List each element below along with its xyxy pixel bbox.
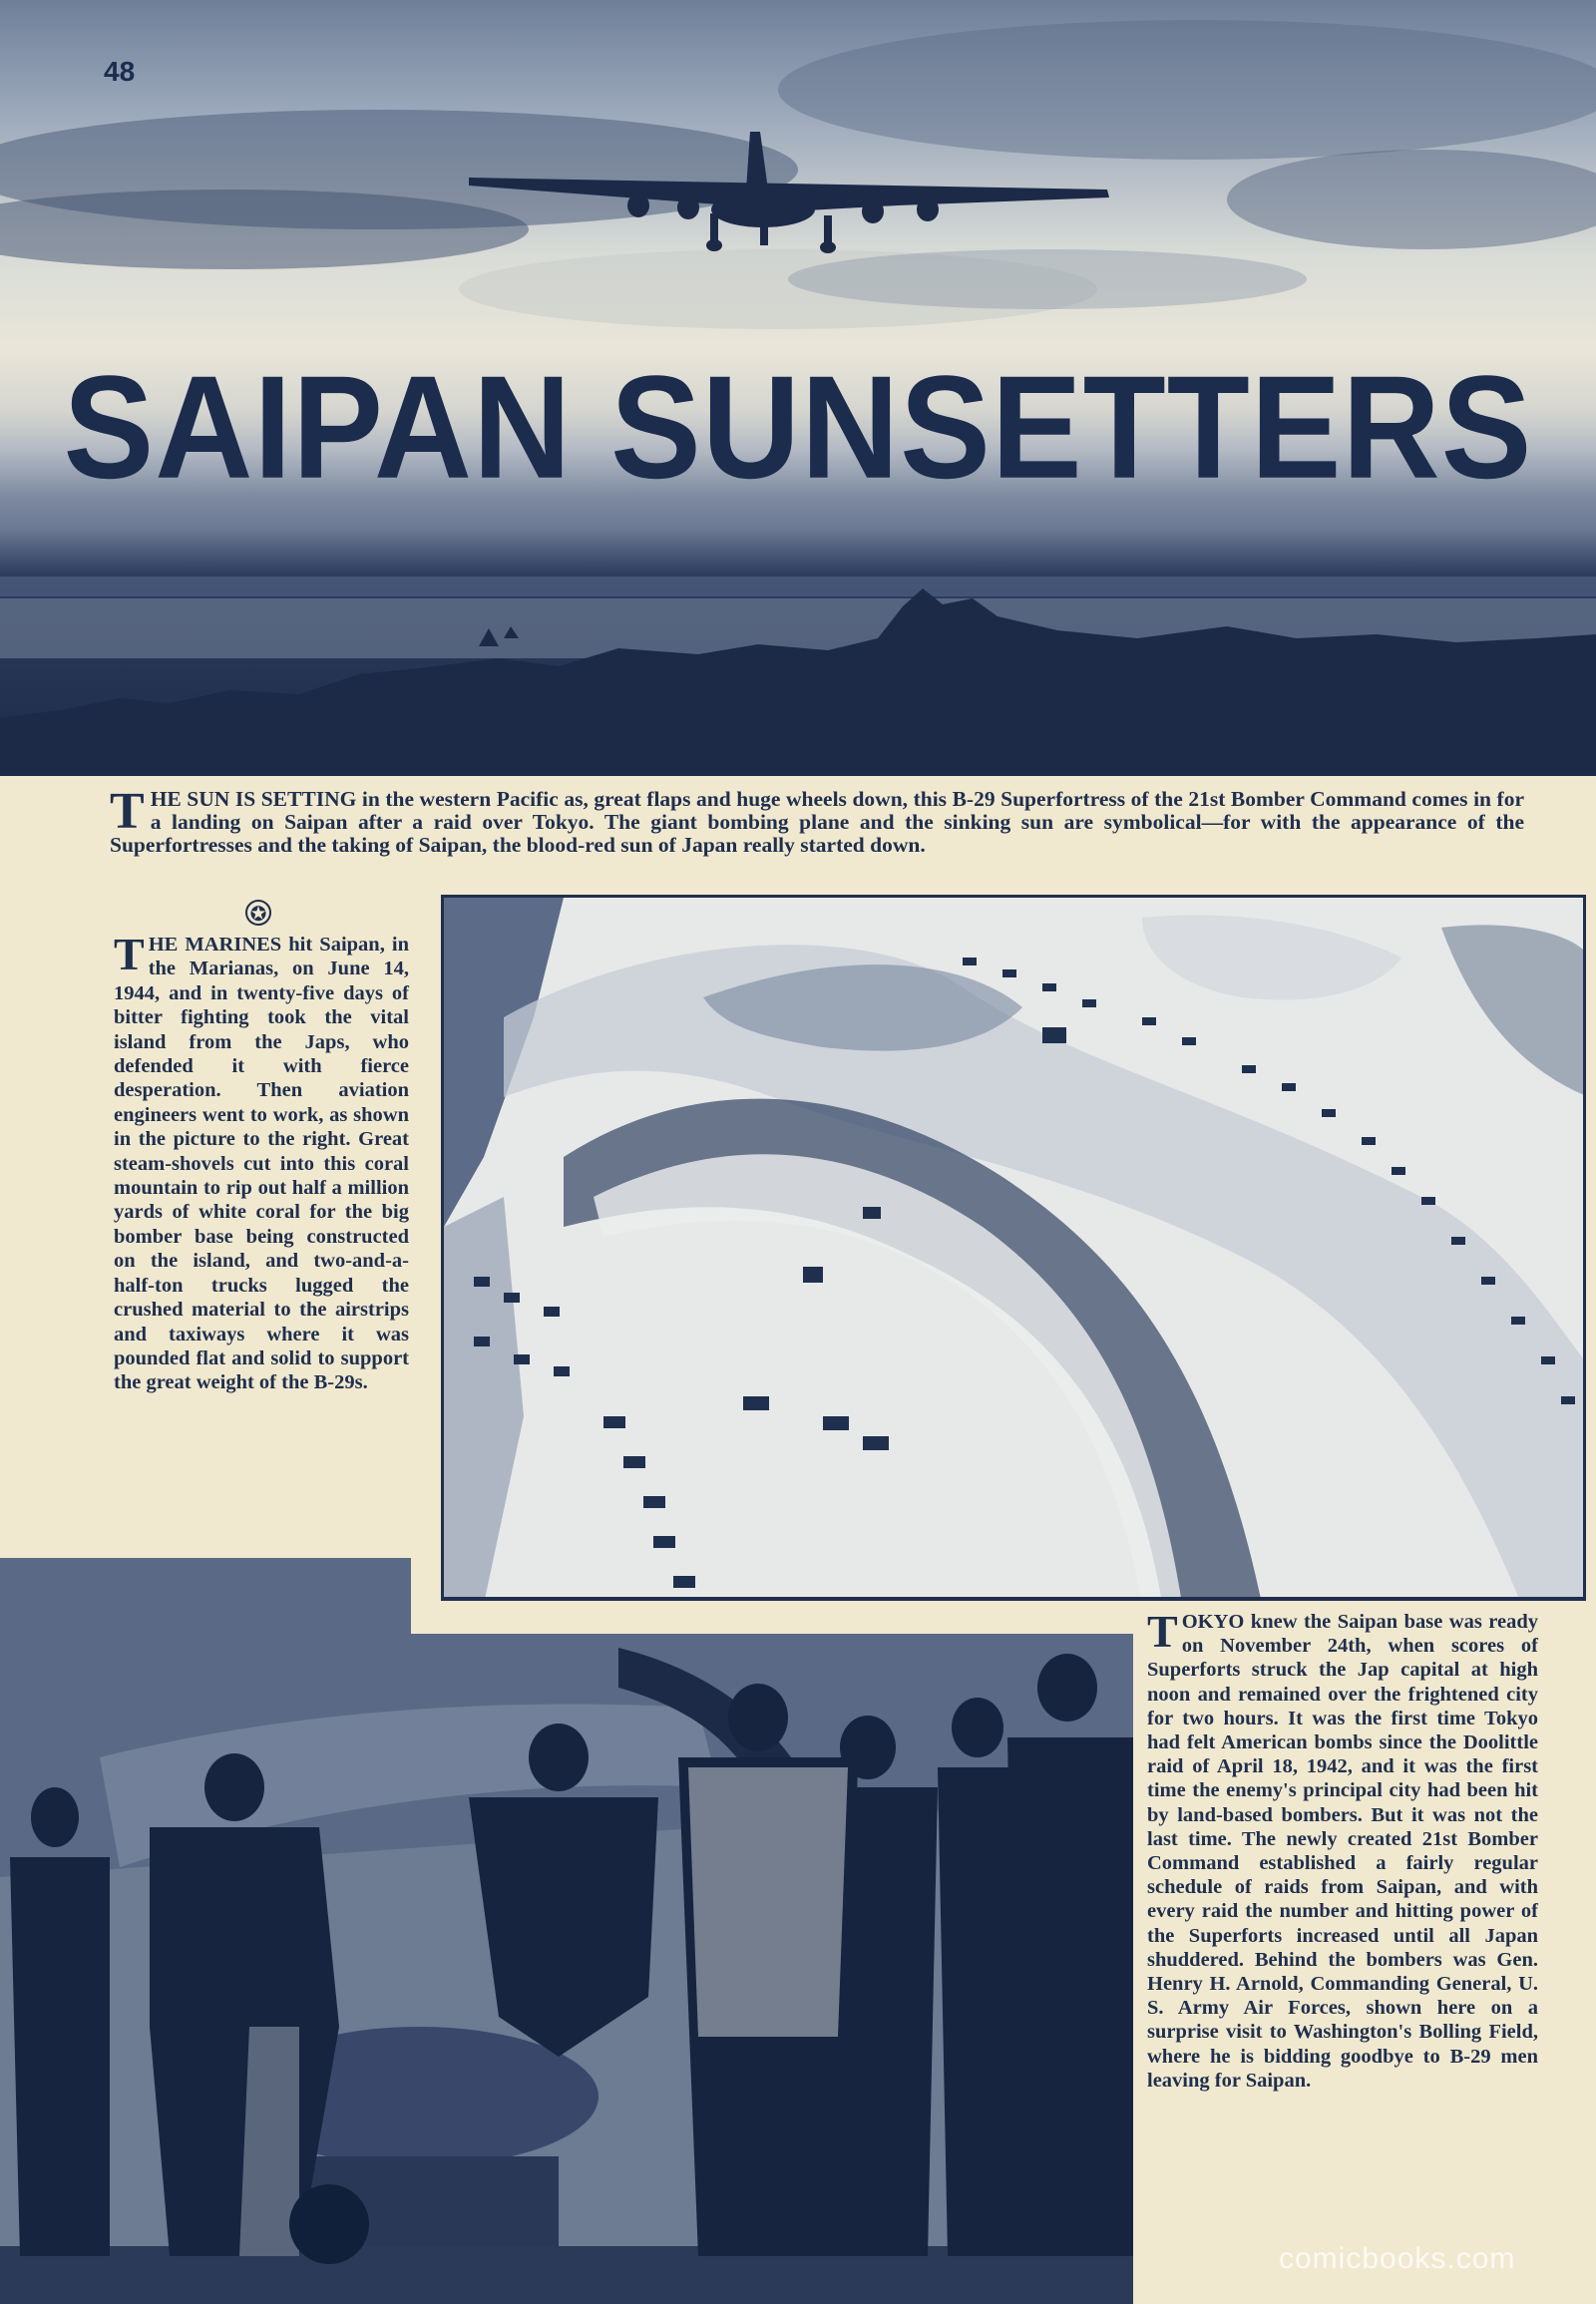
headline: SAIPAN SUNSETTERS	[63, 344, 1533, 510]
intro-text: HE SUN IS SETTING in the western Pacific as, great flaps and huge wheels down, this B-29 Superfortress of the 21st Bomber Command comes in for a landing on Saipan after a raid over Tokyo. The giant bombing plane and the sinking sun are symbolical—for with the appearance of the Superfortresses and the taking of Saipan, the blood-red sun of Japan really started down.	[110, 787, 1524, 857]
star-ornament-icon: ✪	[245, 900, 271, 926]
left-column-text	[114, 929, 409, 1395]
page-number: 48	[104, 56, 136, 87]
aerial-photo-coral-construction	[441, 895, 1586, 1601]
hero-photo-b29-sunset	[0, 0, 1596, 776]
right-column-text	[1147, 1606, 1538, 2093]
source-watermark: comicbooks.com	[1279, 2242, 1516, 2275]
group-photo-illustration	[0, 1558, 1133, 2304]
left-column-body: HE MARINES hit Saipan, in the Marianas, on June 14, 1944, and in twenty-five days of bitter fighting took the vital island from the Japs, who defended it with fierce desperation. Then aviation engineers went to work, as shown in the picture to the right. Great steam-shovels cut into this coral mountain to rip out half a million yards of white coral for the big bomber base being constructed on the island, and two-and-a-half-ton trucks lugged the crushed material to the airstrips and taxiways where it was pounded flat and solid to support the great weight of the B-29s.	[114, 934, 409, 1394]
aerial-photo-illustration	[444, 898, 1586, 1601]
intro-paragraph	[110, 783, 1524, 857]
right-column-body: OKYO knew the Saipan base was ready on November 24th, when scores of Superforts struck the Jap capital at high noon and remained over the frightened city for two hours. It was the first time Tokyo had felt American bombs since the Doolittle raid of April 18, 1942, and it was the first time the enemy's principal city had been hit by land-based bombers. But it was not the last time. The newly created 21st Bomber Command established a fairly regular schedule of raids from Saipan, and with every raid the number and hitting power of the Superforts increased until all Japan shuddered. Behind the bombers was Gen. Henry H. Arnold, Commanding General, U. S. Army Air Forces, shown here on a surprise visit to Washington's Bolling Field, where he is bidding goodbye to B-29 men leaving for Saipan.	[1147, 1611, 1538, 2092]
group-photo-general-arnold-crew	[0, 1558, 1133, 2304]
intro-dropcap: T	[110, 783, 145, 840]
right-dropcap: T	[1147, 1606, 1178, 1657]
left-dropcap: T	[114, 929, 145, 979]
